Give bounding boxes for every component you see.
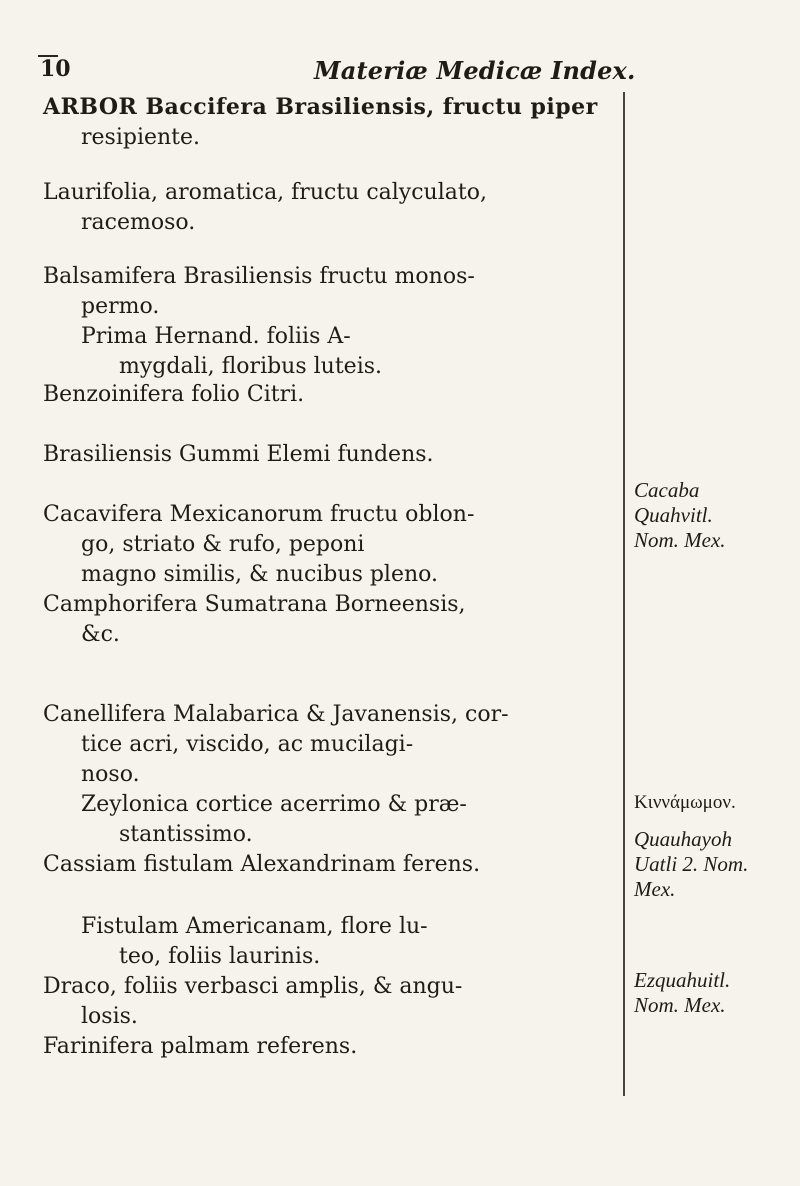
index-entry — [43, 500, 621, 590]
entry-continuation: teo, foliis laurinis. — [119, 944, 321, 969]
entry-first-line: Farinifera palmam referens. — [43, 1034, 358, 1059]
marginal-line: Nom. Mex. — [634, 528, 726, 552]
entry-first-line: Draco, foliis verbasci amplis, & angu- — [43, 974, 463, 999]
index-entry — [43, 972, 621, 1032]
entry-first-line: Prima Hernand. foliis A- — [81, 324, 351, 349]
running-head: Materiæ Medicæ Index. — [314, 56, 636, 85]
entry-continuation: resipiente. — [81, 125, 201, 150]
marginal-note — [634, 478, 794, 553]
index-entry — [43, 590, 621, 650]
entry-continuation: stantissimo. — [119, 822, 253, 847]
entry-first-line: Camphorifera Sumatrana Borneensis, — [43, 592, 466, 617]
index-entry — [43, 850, 621, 880]
index-entry — [43, 262, 621, 322]
entry-continuation: go, striato & rufo, peponi — [81, 532, 365, 557]
marginal-line: Uatli 2. Nom. — [634, 852, 749, 876]
marginal-line: Cacaba — [634, 478, 700, 502]
marginal-line: Nom. Mex. — [634, 993, 726, 1017]
index-entry — [43, 790, 659, 850]
entry-first-line: Zeylonica cortice acerrimo & præ- — [81, 792, 467, 817]
index-entry — [43, 380, 621, 410]
index-entry — [43, 440, 621, 470]
marginal-line: Quauhayoh — [634, 827, 732, 851]
marginal-note — [634, 790, 794, 902]
entry-first-line: Balsamifera Brasiliensis fructu monos- — [43, 264, 475, 289]
index-entry — [43, 322, 659, 382]
entry-continuation: permo. — [81, 294, 160, 319]
page-number: 10 — [40, 56, 71, 82]
marginal-greek-line: Κιννάμωμον. — [634, 792, 736, 813]
marginal-line: Quahvitl. — [634, 503, 713, 527]
marginal-line: Ezquahuitl. — [634, 968, 731, 992]
entry-first-line: Cacavifera Mexicanorum fructu oblon- — [43, 502, 475, 527]
entry-continuation: racemoso. — [81, 210, 196, 235]
entry-continuation: mygdali, floribus luteis. — [119, 354, 383, 379]
entry-continuation: &c. — [81, 622, 120, 647]
entry-first-line: ARBOR Baccifera Brasiliensis, fructu piper — [43, 94, 598, 120]
entry-first-line: Brasiliensis Gummi Elemi fundens. — [43, 442, 434, 467]
entry-first-line: Laurifolia, aromatica, fructu calyculato, — [43, 180, 487, 205]
index-entry — [43, 92, 621, 153]
marginal-note — [634, 968, 794, 1018]
entry-first-line: Benzoinifera folio Citri. — [43, 382, 305, 407]
index-entry — [43, 700, 621, 790]
entry-first-line: Canellifera Malabarica & Javanensis, cor- — [43, 702, 509, 727]
entry-continuation: noso. — [81, 762, 140, 787]
marginal-line: Mex. — [634, 877, 676, 901]
entry-continuation: losis. — [81, 1004, 138, 1029]
index-entry — [43, 178, 621, 238]
index-entry — [43, 1032, 621, 1062]
entry-continuation: magno similis, & nucibus pleno. — [81, 562, 439, 587]
entry-continuation: tice acri, viscido, ac mucilagi- — [81, 732, 414, 757]
index-entry — [43, 912, 659, 972]
entry-first-line: Cassiam fistulam Alexandrinam ferens. — [43, 852, 481, 877]
entry-first-line: Fistulam Americanam, flore lu- — [81, 914, 428, 939]
